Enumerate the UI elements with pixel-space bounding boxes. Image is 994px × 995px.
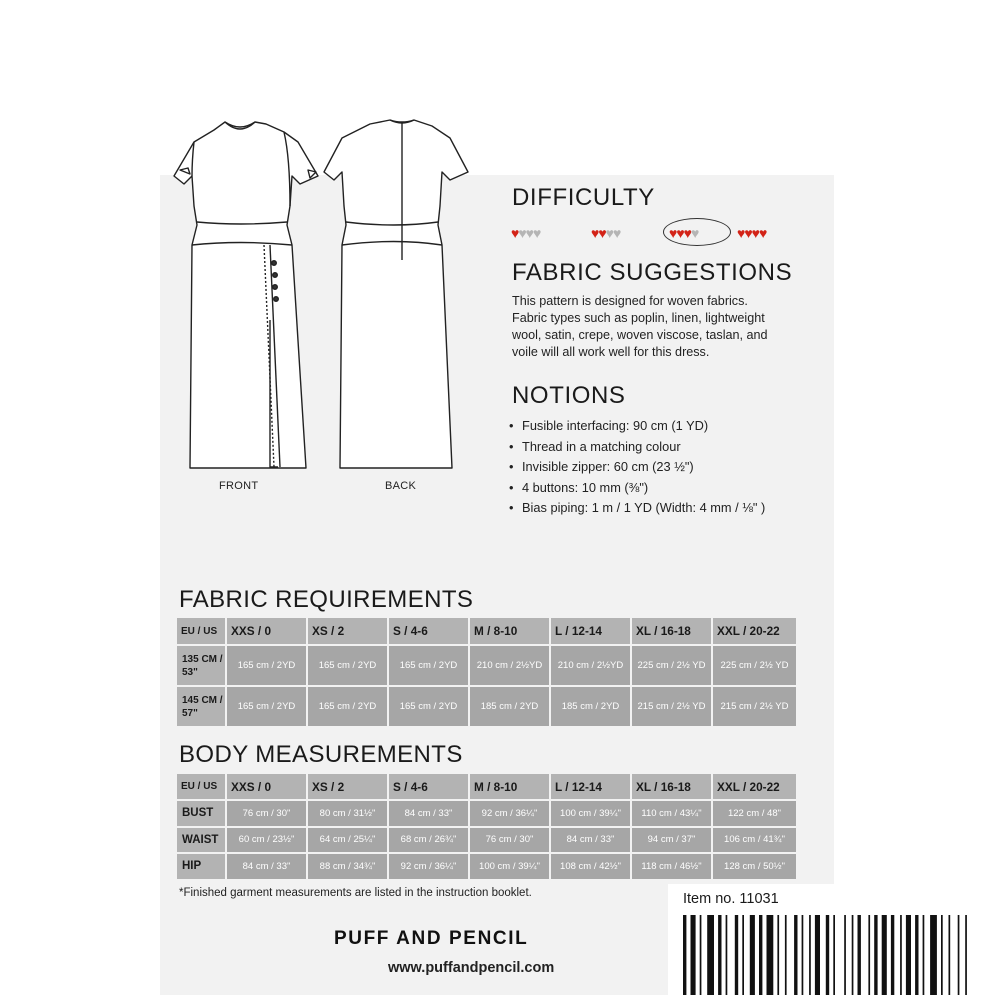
size-header: S / 4-6 — [389, 618, 468, 644]
bullet-icon: • — [509, 459, 514, 474]
heart-icon: ♥ — [690, 225, 699, 241]
size-header: M / 8-10 — [470, 618, 549, 644]
table-cell: 110 cm / 43¼" — [632, 801, 711, 826]
bullet-icon: • — [509, 418, 514, 433]
heart-icon: ♥ — [676, 225, 684, 241]
table-cell: 84 cm / 33" — [551, 828, 630, 853]
heart-icon: ♥ — [744, 225, 752, 241]
size-header: XL / 16-18 — [632, 618, 711, 644]
table-cell: 165 cm / 2YD — [308, 687, 387, 726]
table-cell: 165 cm / 2YD — [308, 646, 387, 685]
table-cell: 76 cm / 30" — [227, 801, 306, 826]
size-header: XS / 2 — [308, 774, 387, 799]
fabric-line: voile will all work well for this dress. — [512, 345, 710, 359]
table-cell: 215 cm / 2½ YD — [632, 687, 711, 726]
difficulty-level-4 — [737, 224, 766, 242]
table-row — [177, 646, 796, 685]
table-cell: 76 cm / 30" — [470, 828, 549, 853]
table-cell: 165 cm / 2YD — [227, 687, 306, 726]
table-cell: 165 cm / 2YD — [227, 646, 306, 685]
heart-icon: ♥ — [518, 225, 526, 241]
table-cell: 118 cm / 46½" — [632, 854, 711, 879]
row-label: BUST — [177, 801, 225, 826]
table-cell: 185 cm / 2YD — [551, 687, 630, 726]
row-label: WAIST — [177, 828, 225, 853]
table-cell: 165 cm / 2YD — [389, 646, 468, 685]
bullet-icon: • — [509, 438, 514, 454]
notion-text: Thread in a matching colour — [522, 438, 681, 454]
table-cell: 84 cm / 33" — [389, 801, 468, 826]
size-header: M / 8-10 — [470, 774, 549, 799]
notion-text: Fusible interfacing: 90 cm (1 YD) — [522, 418, 709, 433]
bullet-icon: • — [509, 479, 514, 495]
heart-icon: ♥ — [683, 225, 691, 241]
table-cell: 94 cm / 37" — [632, 828, 711, 853]
back-view-drawing — [324, 120, 468, 468]
notions-list — [509, 416, 765, 519]
table-cell: 80 cm / 31½" — [308, 801, 387, 826]
notion-item — [509, 498, 765, 519]
heart-icon: ♥ — [605, 225, 613, 241]
table-cell: 215 cm / 2½ YD — [713, 687, 796, 726]
table-cell: 106 cm / 41¾" — [713, 828, 796, 853]
table-cell: 122 cm / 48" — [713, 801, 796, 826]
heart-icon: ♥ — [598, 225, 606, 241]
difficulty-rating-scale — [511, 218, 801, 248]
table-cell: 60 cm / 23½" — [227, 828, 306, 853]
barcode-icon — [679, 915, 994, 995]
size-header: XL / 16-18 — [632, 774, 711, 799]
row-label: 145 CM / 57" — [177, 687, 225, 726]
table-cell: 64 cm / 25¼" — [308, 828, 387, 853]
fabric-requirements-heading: FABRIC REQUIREMENTS — [179, 586, 474, 613]
table-row — [177, 854, 796, 879]
table-cell: 185 cm / 2YD — [470, 687, 549, 726]
size-header: L / 12-14 — [551, 774, 630, 799]
size-header: XXL / 20-22 — [713, 618, 796, 644]
table-cell: 84 cm / 33" — [227, 854, 306, 879]
heart-icon: ♥ — [532, 225, 541, 241]
heart-icon: ♥ — [737, 225, 745, 241]
size-header: XXS / 0 — [227, 774, 306, 799]
table-cell: 88 cm / 34¾" — [308, 854, 387, 879]
heart-icon: ♥ — [612, 225, 621, 241]
brand-logo: PUFF AND PENCIL — [334, 928, 529, 949]
notion-item — [509, 478, 765, 499]
size-header: L / 12-14 — [551, 618, 630, 644]
notion-text: Invisible zipper: 60 cm (23 ½") — [522, 459, 694, 474]
fabric-suggestions-text — [512, 293, 812, 361]
heart-icon: ♥ — [758, 225, 767, 241]
table-corner-label: EU / US — [177, 618, 225, 644]
difficulty-heading: DIFFICULTY — [512, 184, 655, 211]
row-label: HIP — [177, 854, 225, 879]
table-cell: 100 cm / 39¼" — [551, 801, 630, 826]
table-cell: 165 cm / 2YD — [389, 687, 468, 726]
notion-text: Bias piping: 1 m / 1 YD (Width: 4 mm / ⅛" ) — [522, 500, 766, 515]
heart-icon: ♥ — [511, 225, 519, 241]
fabric-requirements-table — [175, 616, 798, 728]
table-cell: 92 cm / 36¼" — [389, 854, 468, 879]
size-header: S / 4-6 — [389, 774, 468, 799]
heart-icon: ♥ — [669, 225, 677, 241]
notion-item — [509, 437, 765, 458]
bullet-icon: • — [509, 500, 514, 515]
table-row — [177, 687, 796, 726]
fabric-line: Fabric types such as poplin, linen, lightweight — [512, 311, 765, 325]
difficulty-level-3 — [669, 224, 698, 242]
body-measurements-heading: BODY MEASUREMENTS — [179, 741, 463, 768]
back-view-label: BACK — [385, 480, 417, 492]
table-row — [177, 801, 796, 826]
front-view-label: FRONT — [219, 480, 259, 492]
heart-icon: ♥ — [751, 225, 759, 241]
notion-item — [509, 416, 765, 437]
item-number: Item no. 11031 — [683, 891, 779, 907]
table-row — [177, 828, 796, 853]
difficulty-level-2 — [591, 224, 620, 242]
table-corner-label: EU / US — [177, 774, 225, 799]
notions-heading: NOTIONS — [512, 382, 626, 409]
table-cell: 210 cm / 2½YD — [551, 646, 630, 685]
table-cell: 128 cm / 50½" — [713, 854, 796, 879]
measurements-footnote: *Finished garment measurements are listed in the instruction booklet. — [179, 887, 532, 899]
fabric-line: wool, satin, crepe, woven viscose, taslan, and — [512, 328, 768, 342]
heart-icon: ♥ — [591, 225, 599, 241]
body-measurements-table — [175, 772, 798, 881]
row-label: 135 CM / 53" — [177, 646, 225, 685]
notion-item — [509, 457, 765, 478]
brand-website: www.puffandpencil.com — [388, 960, 555, 976]
table-cell: 100 cm / 39¼" — [470, 854, 549, 879]
table-cell: 225 cm / 2½ YD — [713, 646, 796, 685]
table-cell: 92 cm / 36¼" — [470, 801, 549, 826]
heart-icon: ♥ — [525, 225, 533, 241]
fabric-line: This pattern is designed for woven fabrics. — [512, 294, 748, 308]
notion-text: 4 buttons: 10 mm (⅜") — [522, 479, 649, 495]
dress-technical-drawing — [170, 110, 470, 500]
size-header: XS / 2 — [308, 618, 387, 644]
fabric-suggestions-heading: FABRIC SUGGESTIONS — [512, 259, 793, 286]
table-cell: 225 cm / 2½ YD — [632, 646, 711, 685]
difficulty-level-1 — [511, 224, 540, 242]
size-header: XXL / 20-22 — [713, 774, 796, 799]
size-header: XXS / 0 — [227, 618, 306, 644]
table-cell: 108 cm / 42½" — [551, 854, 630, 879]
table-cell: 68 cm / 26¾" — [389, 828, 468, 853]
table-cell: 210 cm / 2½YD — [470, 646, 549, 685]
front-view-drawing — [174, 122, 318, 468]
